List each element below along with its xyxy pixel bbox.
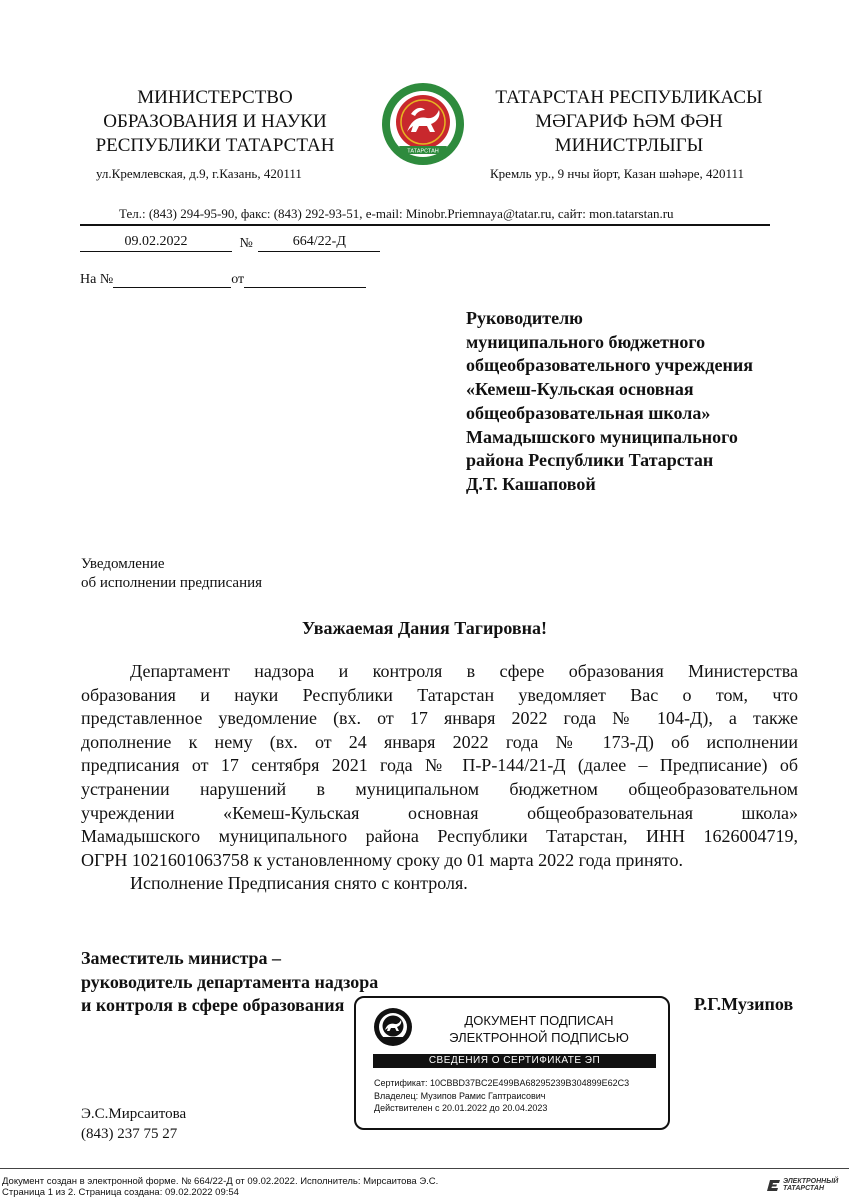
body-line: представленное уведомление (вх. от 17 января 2022 года № 104-Д), а также xyxy=(81,708,798,729)
recipient-line: Мамадышского муниципального xyxy=(466,426,738,447)
footer-line: Страница 1 из 2. Страница создана: 09.02.2022 09:54 xyxy=(2,1187,239,1198)
emblem-text: ТАТАРСТАН xyxy=(407,148,439,155)
recipient-line: муниципального бюджетного xyxy=(466,331,706,352)
stamp-validity: Действителен с 20.01.2022 до 20.04.2023 xyxy=(374,1103,548,1113)
reference-from-label: от xyxy=(231,272,245,287)
emblem-icon xyxy=(381,82,465,166)
signatory-name: Р.Г.Музипов xyxy=(694,994,794,1014)
body-line: устранении нарушений в муниципальном бюджетном общеобразовательном xyxy=(81,778,798,799)
subject-block xyxy=(81,555,262,593)
reference-number-blank xyxy=(113,269,231,288)
electronic-tatarstan-logo xyxy=(767,1178,838,1192)
body-line: образования и науки Республики Татарстан уведомляет Вас о том, что xyxy=(81,684,798,705)
document-number: 664/22-Д xyxy=(258,233,380,252)
signatory-line: Заместитель министра – xyxy=(81,948,282,968)
reference-date-blank xyxy=(244,269,366,288)
stamp-title-line: ДОКУМЕНТ ПОДПИСАН xyxy=(464,1013,614,1028)
stamp-title-line: ЭЛЕКТРОННОЙ ПОДПИСЬЮ xyxy=(449,1030,629,1045)
letter-body xyxy=(81,660,798,896)
page-footer xyxy=(2,1176,438,1198)
ministry-name-tt-line: МИНИСТРЛЫГЫ xyxy=(554,135,704,156)
subject-line: об исполнении предписания xyxy=(81,575,263,591)
recipient-line: «Кемеш-Кульская основная xyxy=(466,379,694,400)
executor-phone: (843) 237 75 27 xyxy=(81,1126,178,1142)
ministry-name-ru xyxy=(80,86,350,158)
contacts-line: Тел.: (843) 294-95-90, факс: (843) 292-93-51, e-mail: Minobr.Priemnaya@tatar.ru, сайт: mon.tatarstan.ru xyxy=(119,206,674,221)
body-line: Департамент надзора и контроля в сфере образования Министерства xyxy=(130,661,798,681)
e-logo-text-2: ТАТАРСТАН xyxy=(783,1185,824,1192)
ministry-name-tt-line: МӘГАРИФ ҺӘМ ФӘН xyxy=(535,111,723,132)
e-logo-icon xyxy=(767,1179,781,1191)
document-date: 09.02.2022 xyxy=(80,233,232,252)
address-ru: ул.Кремлевская, д.9, г.Казань, 420111 xyxy=(96,166,302,181)
body-line: дополнение к нему (вх. от 24 января 2022 года № 173-Д) об исполнении xyxy=(81,731,798,752)
stamp-emblem-icon xyxy=(373,1007,413,1047)
ministry-name-tt-line: ТАТАРСТАН РЕСПУБЛИКАСЫ xyxy=(495,87,763,108)
signatory-position xyxy=(81,947,378,1018)
e-logo-text-1: ЭЛЕКТРОННЫЙ xyxy=(783,1178,839,1185)
e-signature-stamp xyxy=(354,996,670,1130)
ministry-name-ru-line: РЕСПУБЛИКИ ТАТАРСТАН xyxy=(95,135,335,156)
ministry-name-ru-line: МИНИСТЕРСТВО xyxy=(137,87,293,108)
recipient-line: общеобразовательная школа» xyxy=(466,402,711,423)
stamp-owner: Владелец: Музипов Рамис Гаптраисович xyxy=(374,1090,546,1101)
header-divider xyxy=(80,224,770,226)
subject-line: Уведомление xyxy=(81,556,165,572)
ministry-name-tt xyxy=(488,86,770,158)
number-label: № xyxy=(239,236,253,251)
recipient-line: Руководителю xyxy=(466,308,583,328)
greeting: Уважаемая Дания Тагировна! xyxy=(302,618,547,638)
reference-label: На № xyxy=(80,272,114,287)
recipient-line: района Республики Татарстан xyxy=(466,450,714,471)
executor-block xyxy=(81,1104,186,1144)
executor-name: Э.С.Мирсаитова xyxy=(81,1106,187,1122)
signatory-line: и контроля в сфере образования xyxy=(81,995,345,1015)
footer-line: Документ создан в электронной форме. № 664/22-Д от 09.02.2022. Исполнитель: Мирсаитова Э.С. xyxy=(2,1176,439,1187)
stamp-title xyxy=(424,1012,654,1046)
body-line: учреждении «Кемеш-Кульская основная общеобразовательная школа» xyxy=(81,802,798,823)
stamp-certificate-header: СВЕДЕНИЯ О СЕРТИФИКАТЕ ЭП xyxy=(373,1054,656,1068)
recipient-line: Д.Т. Кашаповой xyxy=(466,473,596,494)
body-line: предписания от 17 сентября 2021 года № П-Р-144/21-Д (далее – Предписание) об xyxy=(81,755,798,776)
ministry-name-ru-line: ОБРАЗОВАНИЯ И НАУКИ xyxy=(103,111,327,132)
tatarstan-emblem xyxy=(381,82,465,166)
stamp-certificate-info xyxy=(374,1077,629,1115)
address-tt: Кремль ур., 9 нчы йорт, Казан шәһәре, 420111 xyxy=(490,166,745,181)
body-line: Исполнение Предписания снято с контроля. xyxy=(130,873,468,894)
recipient-line: общеобразовательного учреждения xyxy=(466,355,753,376)
body-line: ОГРН 1021601063758 к установленному сроку до 01 марта 2022 года принято. xyxy=(81,849,684,870)
recipient-block xyxy=(466,307,753,497)
body-line: Мамадышского муниципального района Республики Татарстан, ИНН 1626004719, xyxy=(81,826,798,847)
reference-line xyxy=(80,269,366,288)
signatory-line: руководитель департамента надзора xyxy=(81,971,379,992)
registration-line xyxy=(80,233,380,252)
stamp-certificate: Сертификат: 10CBBD37BC2E499BA68295239B304899E62C3 xyxy=(374,1078,630,1088)
footer-divider xyxy=(0,1168,849,1169)
